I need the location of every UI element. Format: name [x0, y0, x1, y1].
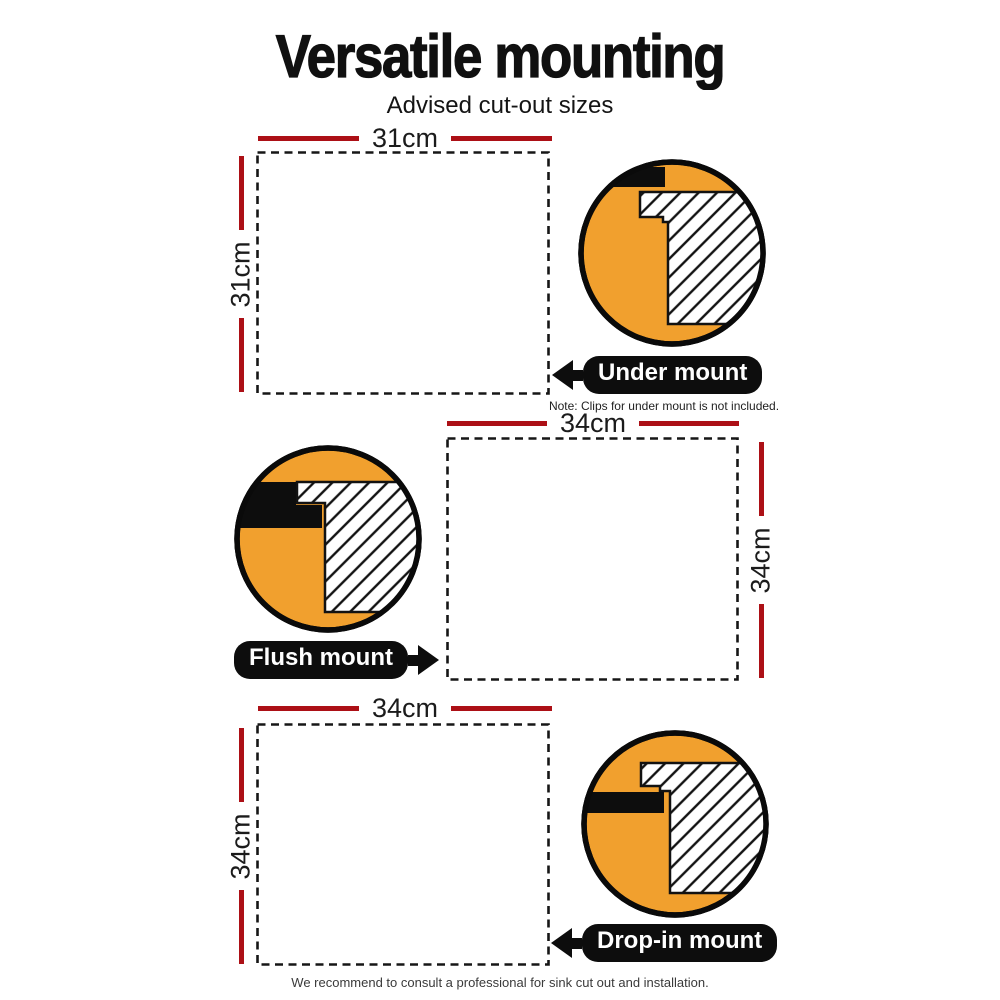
height-dimension-drop-in-mount: [226, 728, 256, 964]
dimension-line: [239, 318, 244, 392]
mount-type-badge-flush: [234, 641, 439, 679]
mount-type-badge-drop-in: [551, 924, 777, 962]
dimension-line: [239, 156, 244, 230]
drop-in-mount-cross-section-icon: [580, 729, 770, 919]
arrow-left-icon: [551, 928, 572, 958]
arrow-right-icon: [418, 645, 439, 675]
mount-type-label: Drop-in mount: [582, 924, 777, 962]
dimension-line: [447, 421, 547, 426]
under-mount-note: Note: Clips for under mount is not included.: [548, 399, 780, 413]
height-dimension-under-mount: [226, 156, 256, 392]
dimension-line: [258, 136, 359, 141]
dimension-line: [451, 136, 552, 141]
width-dimension-drop-in-mount: [258, 693, 552, 723]
dimension-line: [451, 706, 552, 711]
width-dimension-under-mount: [258, 123, 552, 153]
mount-type-label: Under mount: [583, 356, 762, 394]
dimension-label: 34cm: [225, 812, 256, 880]
dimension-line: [759, 442, 764, 516]
dimension-line: [239, 728, 244, 802]
arrow-stem: [572, 938, 582, 949]
cutout-outline-drop-in-mount: [256, 723, 550, 966]
cutout-outline-flush-mount: [446, 437, 739, 681]
dimension-line: [239, 890, 244, 964]
arrow-stem: [573, 370, 583, 381]
dimension-label: 31cm: [225, 240, 256, 308]
mount-type-label: Flush mount: [234, 641, 408, 679]
page-title: Versatile mounting: [275, 23, 725, 90]
height-dimension-flush-mount: [746, 442, 776, 678]
dimension-label: 34cm: [371, 692, 439, 723]
flush-mount-cross-section-icon: [233, 444, 423, 634]
footer-note: We recommend to consult a professional for sink cut out and installation.: [291, 975, 709, 990]
dimension-label: 34cm: [559, 407, 627, 438]
under-mount-cross-section-icon: [577, 158, 767, 348]
dimension-line: [759, 604, 764, 678]
cutout-outline-under-mount: [256, 151, 550, 395]
dimension-label: 34cm: [745, 526, 776, 594]
dimension-line: [639, 421, 739, 426]
dimension-line: [258, 706, 359, 711]
arrow-left-icon: [552, 360, 573, 390]
page-subtitle: Advised cut-out sizes: [386, 92, 614, 119]
mount-type-badge-under: [552, 356, 762, 394]
arrow-stem: [408, 655, 418, 666]
dimension-label: 31cm: [371, 122, 439, 153]
width-dimension-flush-mount: [447, 408, 739, 438]
